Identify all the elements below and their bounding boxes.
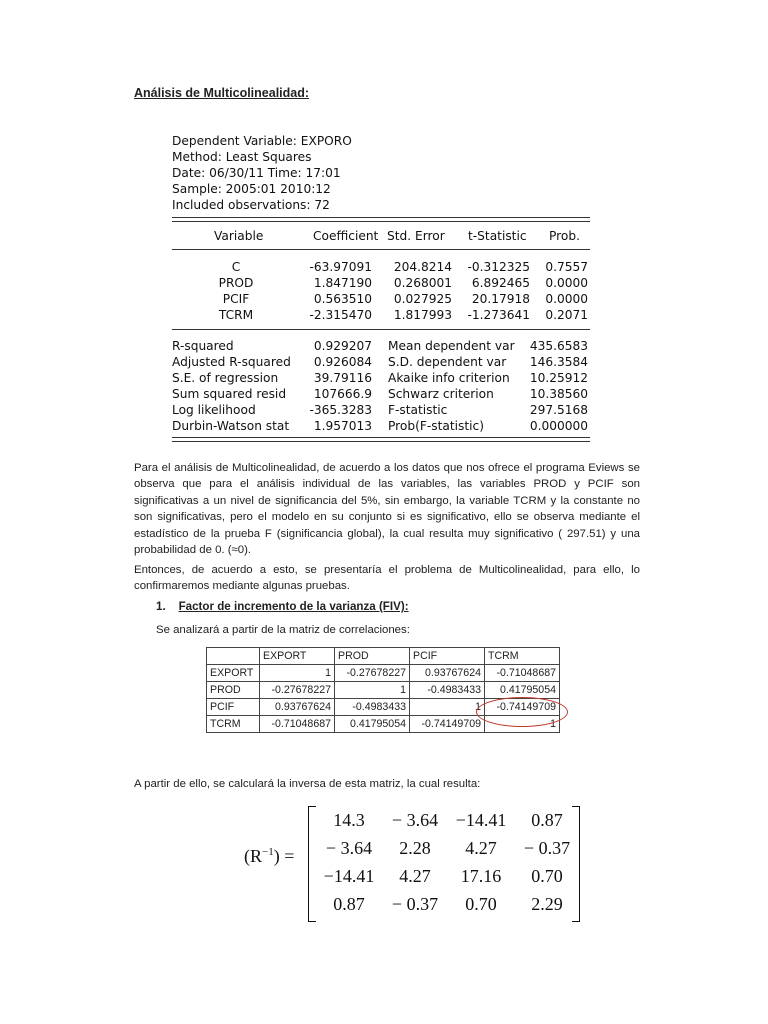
- corr-cell: 0.93767624: [410, 665, 485, 682]
- matrix-cell: 17.16: [460, 866, 502, 886]
- cell-variable: TCRM: [218, 308, 254, 322]
- stat-label: F-statistic: [388, 403, 448, 417]
- stat-label: Mean dependent var: [388, 339, 515, 353]
- stat-label: Adjusted R-squared: [172, 355, 291, 369]
- coef-row: [172, 307, 590, 323]
- corr-cell: -0.74149709: [410, 716, 485, 733]
- correlation-intro: Se analizará a partir de la matriz de correlaciones:: [156, 624, 410, 636]
- stat-value: -365.3283: [309, 403, 372, 417]
- section-label: Factor de incremento de la varianza (FIV):: [178, 600, 409, 613]
- stat-row: [172, 402, 590, 418]
- stat-value: 146.3584: [529, 355, 588, 369]
- matrix-cell: 0.87: [333, 894, 365, 914]
- section-title: Análisis de Multicolinealidad:: [134, 86, 310, 100]
- eviews-header-line: Sample: 2005:01 2010:12: [172, 182, 331, 196]
- cell-coefficient: 0.563510: [313, 292, 372, 306]
- corr-cell: 0.41795054: [485, 682, 560, 699]
- stat-row: [172, 338, 590, 354]
- eviews-header-line: Date: 06/30/11 Time: 17:01: [172, 166, 341, 180]
- corr-row-label: PCIF: [207, 699, 260, 716]
- double-rule: [172, 437, 590, 442]
- cell-coefficient: -2.315470: [309, 308, 372, 322]
- corr-cell: -0.27678227: [335, 665, 410, 682]
- stat-label: R-squared: [172, 339, 234, 353]
- col-coefficient: Coefficient: [313, 229, 379, 243]
- stat-row: [172, 418, 590, 434]
- lhs-exponent: −1: [262, 846, 274, 858]
- paragraph-analysis: Para el análisis de Multicolinealidad, de acuerdo a los datos que nos ofrece el programa Eviews se observa que para el análisis individual de las variables, las variables PROD y PCIF son significativas a un nivel de significancia del 5%, sin embargo, la variable TCRM y la constante no son significativas, pero el modelo en su conjunto si es significativo, ello se observa mediante el estadístico de la prueba F (significancia global), la cual resulta muy significativo ( 297.51) y una probabilidad de 0. (≈0).: [134, 462, 640, 557]
- inverse-intro: A partir de ello, se calculará la inversa de esta matriz, la cual resulta:: [134, 778, 481, 790]
- matrix-cell: − 3.64: [325, 838, 373, 858]
- stat-row: [172, 354, 590, 370]
- coef-rows: [172, 259, 590, 323]
- eviews-output: [172, 133, 590, 442]
- corr-cell: 1: [335, 682, 410, 699]
- corr-cell: -0.74149709: [485, 699, 560, 716]
- cell-t-statistic: -1.273641: [467, 308, 530, 322]
- cell-std-error: 204.8214: [393, 260, 452, 274]
- stat-value: 0.000000: [529, 419, 588, 433]
- cell-prob: 0.7557: [545, 260, 588, 274]
- cell-std-error: 1.817993: [393, 308, 452, 322]
- stat-row: [172, 370, 590, 386]
- corr-cell: -0.4983433: [410, 682, 485, 699]
- matrix-lhs: [244, 846, 294, 867]
- corr-header-cell: PCIF: [410, 648, 485, 665]
- matrix-cell: −14.41: [323, 866, 375, 886]
- matrix-cell: 2.29: [531, 894, 563, 914]
- stat-label: Akaike info criterion: [388, 371, 510, 385]
- col-t-statistic: t-Statistic: [468, 229, 527, 243]
- matrix-cell: 0.70: [531, 866, 563, 886]
- cell-variable: PROD: [218, 276, 254, 290]
- eviews-header-line: Dependent Variable: EXPORO: [172, 134, 352, 148]
- coef-row: [172, 259, 590, 275]
- stat-value: 1.957013: [313, 419, 372, 433]
- section-heading-fiv: [156, 600, 409, 613]
- corr-cell: 1: [260, 665, 335, 682]
- corr-header-cell: EXPORT: [260, 648, 335, 665]
- stat-label: Sum squared resid: [172, 387, 287, 401]
- stat-value: 107666.9: [313, 387, 372, 401]
- col-prob: Prob.: [549, 229, 580, 243]
- matrix-cell: 2.28: [399, 838, 431, 858]
- stat-row: [172, 386, 590, 402]
- corr-cell: -0.27678227: [260, 682, 335, 699]
- corr-cell: 0.41795054: [335, 716, 410, 733]
- section-number: 1.: [156, 600, 166, 613]
- cell-t-statistic: -0.312325: [467, 260, 530, 274]
- cell-t-statistic: 6.892465: [471, 276, 530, 290]
- coef-row: [172, 291, 590, 307]
- corr-cell: -0.71048687: [260, 716, 335, 733]
- lhs-tail: ) =: [273, 846, 295, 866]
- matrix-cell: − 0.37: [391, 894, 439, 914]
- matrix-cell: 0.87: [531, 810, 563, 830]
- stat-value: 435.6583: [529, 339, 588, 353]
- cell-variable: C: [231, 260, 241, 274]
- stat-label: Schwarz criterion: [388, 387, 494, 401]
- left-bracket: [308, 806, 316, 922]
- stat-label: S.E. of regression: [172, 371, 279, 385]
- cell-std-error: 0.268001: [393, 276, 452, 290]
- lhs-base: (R: [244, 846, 262, 866]
- cell-variable: PCIF: [222, 292, 250, 306]
- stat-value: 10.38560: [529, 387, 588, 401]
- stat-value: 10.25912: [529, 371, 588, 385]
- col-std-error: Std. Error: [387, 229, 445, 243]
- coef-row: [172, 275, 590, 291]
- matrix-cell: − 3.64: [391, 810, 439, 830]
- cell-prob: 0.2071: [545, 308, 588, 322]
- cell-t-statistic: 20.17918: [471, 292, 530, 306]
- paragraph-conclusion: Entonces, de acuerdo a esto, se presentaría el problema de Multicolinealidad, para ello, lo confirmaremos mediante algunas pruebas.: [134, 564, 640, 593]
- eviews-header-line: Method: Least Squares: [172, 150, 312, 164]
- cell-prob: 0.0000: [545, 276, 588, 290]
- corr-cell: 1: [485, 716, 560, 733]
- corr-header-cell: TCRM: [485, 648, 560, 665]
- eviews-header-line: Included observations: 72: [172, 198, 330, 212]
- stat-rows: [172, 338, 590, 434]
- cell-prob: 0.0000: [545, 292, 588, 306]
- cell-std-error: 0.027925: [393, 292, 452, 306]
- corr-header-cell: [207, 648, 260, 665]
- stat-value: 297.5168: [529, 403, 588, 417]
- stat-value: 0.926084: [313, 355, 372, 369]
- matrix-cell: 4.27: [399, 866, 431, 886]
- stat-label: S.D. dependent var: [388, 355, 507, 369]
- col-variable: Variable: [214, 229, 264, 243]
- corr-header-row: [207, 648, 560, 665]
- corr-row-label: EXPORT: [207, 665, 260, 682]
- stat-label: Log likelihood: [172, 403, 256, 417]
- coef-table-header: [172, 228, 590, 244]
- stat-label: Prob(F-statistic): [388, 419, 484, 433]
- corr-row: [207, 665, 560, 682]
- eviews-header: [172, 133, 590, 213]
- matrix-cell: 14.3: [333, 810, 365, 830]
- corr-row-label: TCRM: [207, 716, 260, 733]
- matrix-cell: 0.70: [465, 894, 497, 914]
- matrix-cell: −14.41: [455, 810, 507, 830]
- stat-value: 0.929207: [313, 339, 372, 353]
- corr-row-label: PROD: [207, 682, 260, 699]
- corr-cell: -0.71048687: [485, 665, 560, 682]
- matrix-cell: 4.27: [465, 838, 497, 858]
- corr-cell: 0.93767624: [260, 699, 335, 716]
- highlight-circle: [476, 697, 568, 727]
- corr-row: [207, 682, 560, 699]
- cell-coefficient: 1.847190: [313, 276, 372, 290]
- matrix-cell: − 0.37: [523, 838, 571, 858]
- corr-header-cell: PROD: [335, 648, 410, 665]
- cell-coefficient: -63.97091: [309, 260, 372, 274]
- stat-value: 39.79116: [313, 371, 372, 385]
- corr-cell: -0.4983433: [335, 699, 410, 716]
- corr-cell: 1: [410, 699, 485, 716]
- stat-label: Durbin-Watson stat: [172, 419, 290, 433]
